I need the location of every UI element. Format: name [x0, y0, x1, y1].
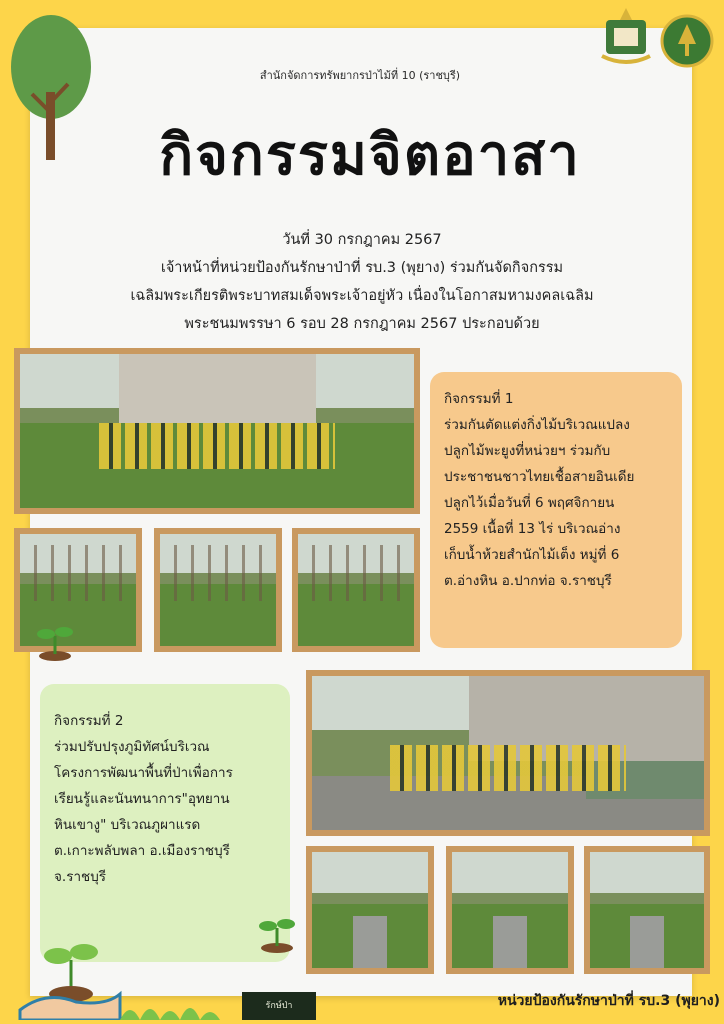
activity-1-heading: กิจกรรมที่ 1: [444, 391, 514, 407]
activity-1-line: 2559 เนื้อที่ 13 ไร่ บริเวณอ่าง: [444, 521, 621, 537]
photo-group-shot-1: [14, 348, 420, 514]
tree-icon: [6, 12, 96, 162]
page-title: กิจกรรมจิตอาสา: [159, 122, 581, 188]
activity-1-line: เก็บน้ำห้วยสำนักไม้เต็ง หมู่ที่ 6: [444, 547, 620, 563]
activity-2-line: ร่วมปรับปรุงภูมิทัศน์บริเวณ: [54, 739, 210, 755]
photo-group-shot-2: [306, 670, 710, 836]
sprout-icon: [254, 908, 300, 954]
photo-road-1: [306, 846, 434, 974]
activity-1-box: [430, 372, 682, 648]
activity-1-line: ต.อ่างหิน อ.ปากท่อ จ.ราชบุรี: [444, 573, 612, 589]
activity-2-box: [40, 684, 290, 962]
activity-2-line: จ.ราชบุรี: [54, 869, 107, 885]
activity-2-line: เรียนรู้และนันทนาการ"อุทยาน: [54, 791, 230, 807]
intro-line-2: เจ้าหน้าที่หน่วยป้องกันรักษาป่าที่ รบ.3 (พุยาง) ร่วมกันจัดกิจกรรม: [160, 260, 564, 276]
photo-plantation-3: [292, 528, 420, 652]
hand-sprout-icon: [16, 930, 126, 1020]
photo-road-3: [584, 846, 710, 974]
sprout-icon: [32, 616, 78, 662]
emblem-icon: [596, 6, 656, 70]
intro-text: [60, 226, 664, 338]
organization-name: สำนักจัดการทรัพยากรป่าไม้ที่ 10 (ราชบุรี): [259, 69, 461, 82]
activity-2-line: โครงการพัฒนาพื้นที่ป่าเพื่อการ: [54, 765, 233, 781]
footer-unit-name: หน่วยป้องกันรักษาป่าที่ รบ.3 (พุยาง): [497, 993, 720, 1009]
intro-date: วันที่ 30 กรกฎาคม 2567: [282, 232, 442, 248]
activity-1-line: ร่วมกันตัดแต่งกิ่งไม้บริเวณแปลง: [444, 417, 630, 433]
activity-2-line: หินเขางู" บริเวณภูผาแรด: [54, 817, 201, 833]
campaign-logo: รักษ์ป่า: [242, 992, 316, 1020]
photo-road-2: [446, 846, 574, 974]
activity-1-line: ประชาชนชาวไทยเชื้อสายอินเดีย: [444, 469, 635, 485]
activity-1-line: ปลูกไม้พะยูงที่หน่วยฯ ร่วมกับ: [444, 443, 611, 459]
activity-2-line: ต.เกาะพลับพลา อ.เมืองราชบุรี: [54, 843, 230, 859]
activity-1-line: ปลูกไว้เมื่อวันที่ 6 พฤศจิกายน: [444, 495, 615, 511]
activity-2-heading: กิจกรรมที่ 2: [54, 713, 124, 729]
intro-line-4: พระชนมพรรษา 6 รอบ 28 กรกฎาคม 2567 ประกอบด้วย: [184, 316, 540, 332]
intro-line-3: เฉลิมพระเกียรติพระบาทสมเด็จพระเจ้าอยู่หัว เนื่องในโอกาสมหามงคลเฉลิม: [130, 288, 594, 304]
grass-decoration: [120, 990, 230, 1020]
forest-seal-icon: [660, 14, 714, 68]
photo-plantation-2: [154, 528, 282, 652]
